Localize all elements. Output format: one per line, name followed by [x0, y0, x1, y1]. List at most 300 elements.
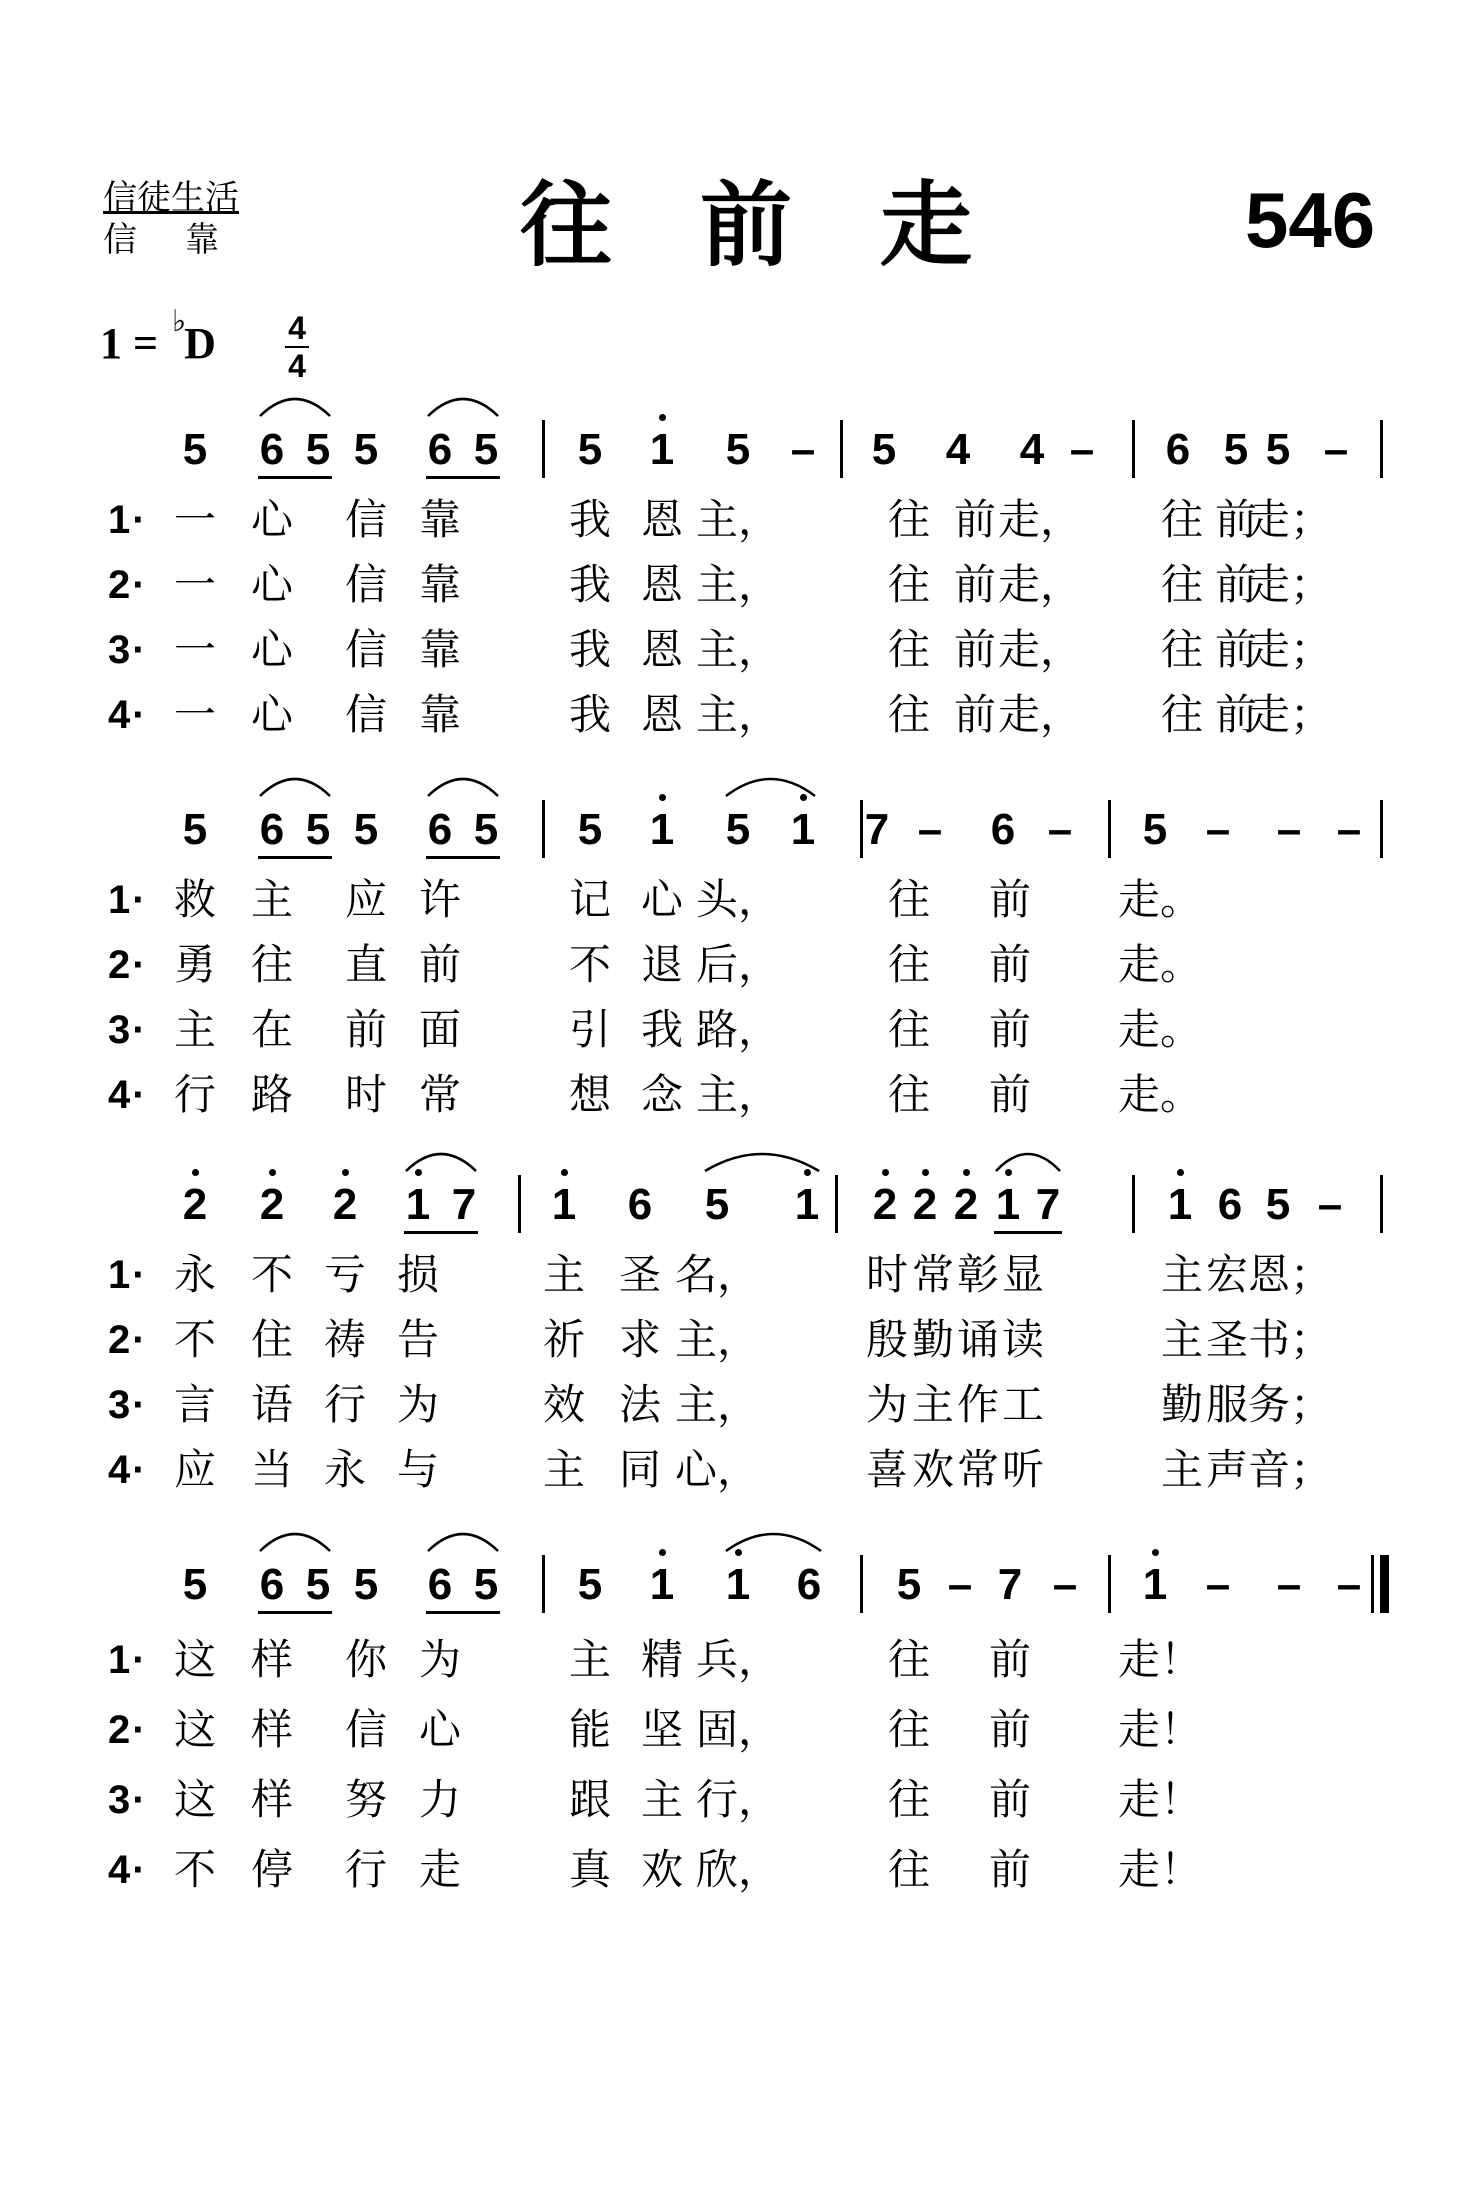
lyric-syllable: 不: [568, 940, 612, 989]
lyric-syllable: 不: [250, 1250, 294, 1299]
lyric-syllable: 跟: [568, 1775, 612, 1824]
lyric-syllable: 主: [1160, 1445, 1204, 1494]
lyric-syllable: 声: [1205, 1445, 1249, 1494]
lyric-syllable: 靠: [418, 560, 462, 609]
lyric-syllable: 祈: [542, 1315, 586, 1364]
lyric-syllable: 时: [344, 1070, 388, 1119]
lyric-syllable: 往: [1160, 625, 1204, 674]
lyric-syllable: 读: [1001, 1315, 1045, 1364]
lyric-syllable: 前: [988, 1005, 1032, 1054]
lyric-syllable: 头，: [695, 875, 781, 924]
lyric-syllable: 求: [618, 1315, 662, 1364]
verse-number: 4 ·: [108, 1445, 146, 1495]
lyric-syllable: 停: [250, 1845, 294, 1894]
note: 6: [259, 1560, 285, 1609]
lyric-syllable: 后，: [695, 940, 781, 989]
barline: [840, 420, 843, 478]
lyric-syllable: 同: [618, 1445, 662, 1494]
note: 5: [182, 1560, 208, 1609]
note: 5: [305, 1560, 331, 1609]
slur: [260, 779, 330, 796]
lyric-syllable: 路: [250, 1070, 294, 1119]
lyric-syllable: 往: [887, 875, 931, 924]
note: 4: [945, 425, 971, 474]
beam-underline: [994, 1231, 1062, 1234]
lyric-syllable: 主，: [695, 495, 781, 544]
note: 2: [182, 1180, 208, 1229]
note: 1: [649, 1560, 675, 1609]
octave-dot: [800, 794, 807, 801]
final-barline: [1380, 1555, 1389, 1613]
lyric-syllable: 前: [418, 940, 462, 989]
lyric-syllable: 样: [250, 1705, 294, 1754]
note: 1: [995, 1180, 1021, 1229]
octave-dot: [922, 1169, 929, 1176]
lyric-syllable: 坚: [640, 1705, 684, 1754]
verse-number: 1 ·: [108, 1250, 146, 1300]
lyric-syllable: 在: [250, 1005, 294, 1054]
note: 5: [577, 425, 603, 474]
note: 1: [649, 805, 675, 854]
note-dash: –: [1047, 805, 1073, 854]
lyric-syllable: 靠: [418, 495, 462, 544]
octave-dot: [659, 414, 666, 421]
time-signature-top: 4: [288, 310, 306, 346]
lyric-syllable: 心: [418, 1705, 462, 1754]
lyric-syllable: 前: [1214, 560, 1258, 609]
octave-dot: [804, 1169, 811, 1176]
lyric-syllable: 主，: [695, 690, 781, 739]
lyric-syllable: 往: [887, 1775, 931, 1824]
verse-number: 4 ·: [108, 690, 146, 740]
lyric-syllable: 祷: [323, 1315, 367, 1364]
lyric-syllable: 一: [173, 560, 217, 609]
lyric-syllable: 走，: [997, 625, 1083, 674]
lyric-syllable: 前: [953, 560, 997, 609]
verse-number: 2 ·: [108, 1315, 146, 1365]
note: 1: [405, 1180, 431, 1229]
lyric-syllable: 书；: [1247, 1315, 1333, 1364]
lyric-syllable: 音；: [1247, 1445, 1333, 1494]
lyric-syllable: 固，: [695, 1705, 781, 1754]
note: 5: [871, 425, 897, 474]
lyric-syllable: 精: [640, 1635, 684, 1684]
lyric-syllable: 走。: [1117, 940, 1203, 989]
note: 1: [1167, 1180, 1193, 1229]
lyric-syllable: 永: [173, 1250, 217, 1299]
lyric-syllable: 信: [344, 560, 388, 609]
octave-dot: [735, 1549, 742, 1556]
lyric-syllable: 走；: [1247, 690, 1333, 739]
barline: [1380, 1175, 1383, 1233]
lyric-syllable: 恩: [640, 625, 684, 674]
lyric-syllable: 往: [887, 940, 931, 989]
lyric-syllable: 主: [911, 1380, 955, 1429]
barline: [1108, 800, 1111, 858]
note: 7: [451, 1180, 477, 1229]
lyric-syllable: 为: [396, 1380, 440, 1429]
octave-dot: [659, 794, 666, 801]
lyric-syllable: 圣: [1205, 1315, 1249, 1364]
lyric-syllable: 走。: [1117, 1005, 1203, 1054]
note: 5: [577, 805, 603, 854]
note: 7: [864, 805, 890, 854]
barline: [860, 800, 863, 858]
lyric-syllable: 亏: [323, 1250, 367, 1299]
lyric-syllable: 引: [568, 1005, 612, 1054]
lyric-syllable: 前: [1214, 690, 1258, 739]
barline: [1132, 420, 1135, 478]
lyric-syllable: 往: [1160, 495, 1204, 544]
note: 5: [725, 425, 751, 474]
lyric-syllable: 勤: [911, 1315, 955, 1364]
barline: [1380, 420, 1383, 478]
verse-number: 2 ·: [108, 940, 146, 990]
octave-dot: [1152, 1549, 1159, 1556]
note-dash: –: [1323, 425, 1349, 474]
lyric-syllable: 走！: [1117, 1845, 1203, 1894]
lyric-syllable: 心: [250, 495, 294, 544]
note: 5: [182, 425, 208, 474]
lyric-syllable: 我: [640, 1005, 684, 1054]
lyric-syllable: 听: [1001, 1445, 1045, 1494]
lyric-syllable: 救: [173, 875, 217, 924]
lyric-syllable: 心，: [674, 1445, 760, 1494]
verse-number: 4 ·: [108, 1070, 146, 1120]
lyric-syllable: 往: [887, 495, 931, 544]
note: 5: [305, 805, 331, 854]
note: 5: [305, 425, 331, 474]
lyric-syllable: 念: [640, 1070, 684, 1119]
time-signature-bottom: 4: [288, 348, 306, 384]
octave-dot: [1177, 1169, 1184, 1176]
lyric-syllable: 走；: [1247, 625, 1333, 674]
lyric-syllable: 往: [887, 1845, 931, 1894]
lyric-syllable: 主: [640, 1775, 684, 1824]
lyric-syllable: 前: [988, 1635, 1032, 1684]
octave-dot: [963, 1169, 970, 1176]
lyric-syllable: 前: [344, 1005, 388, 1054]
note: 6: [990, 805, 1016, 854]
slur: [705, 1154, 819, 1171]
lyric-syllable: 喜: [865, 1445, 909, 1494]
lyric-syllable: 前: [953, 625, 997, 674]
octave-dot: [269, 1169, 276, 1176]
lyric-syllable: 样: [250, 1635, 294, 1684]
barline: [1132, 1175, 1135, 1233]
note-dash: –: [1276, 805, 1302, 854]
note: 5: [704, 1180, 730, 1229]
lyric-syllable: 为: [418, 1635, 462, 1684]
lyric-syllable: 时: [865, 1250, 909, 1299]
lyric-syllable: 往: [1160, 690, 1204, 739]
verse-number: 2 ·: [108, 1705, 146, 1755]
note: 6: [796, 1560, 822, 1609]
key-note: D: [184, 319, 216, 368]
note-dash: –: [1336, 805, 1362, 854]
lyric-syllable: 往: [887, 560, 931, 609]
lyric-syllable: 告: [396, 1315, 440, 1364]
note: 6: [259, 805, 285, 854]
lyric-syllable: 努: [344, 1775, 388, 1824]
category-primary: 信徒生活: [103, 178, 239, 218]
verse-number: 3 ·: [108, 1005, 146, 1055]
octave-dot: [342, 1169, 349, 1176]
note-dash: –: [1317, 1180, 1343, 1229]
lyric-syllable: 前: [1214, 625, 1258, 674]
lyric-syllable: 应: [173, 1445, 217, 1494]
lyric-syllable: 信: [344, 1705, 388, 1754]
lyric-syllable: 常: [418, 1070, 462, 1119]
lyric-syllable: 前: [988, 1705, 1032, 1754]
beam-underline: [258, 476, 332, 479]
note: 2: [912, 1180, 938, 1229]
octave-dot: [882, 1169, 889, 1176]
lyric-syllable: 前: [988, 940, 1032, 989]
octave-dot: [659, 1549, 666, 1556]
lyric-syllable: 欣，: [695, 1845, 781, 1894]
lyric-syllable: 走: [418, 1845, 462, 1894]
note-dash: –: [1336, 1560, 1362, 1609]
lyric-syllable: 靠: [418, 625, 462, 674]
lyric-syllable: 心: [640, 875, 684, 924]
note: 6: [1217, 1180, 1243, 1229]
key-prefix: 1 =: [100, 319, 159, 368]
note: 1: [551, 1180, 577, 1229]
lyric-syllable: 往: [1160, 560, 1204, 609]
lyric-syllable: 心: [250, 690, 294, 739]
lyric-syllable: 欢: [640, 1845, 684, 1894]
note: 1: [794, 1180, 820, 1229]
lyric-syllable: 恩: [640, 495, 684, 544]
verse-number: 3 ·: [108, 1380, 146, 1430]
note: 5: [1265, 425, 1291, 474]
barline: [1380, 800, 1383, 858]
category-secondary: 信靠: [103, 220, 267, 260]
verse-number: 1 ·: [108, 875, 146, 925]
lyric-syllable: 主: [542, 1250, 586, 1299]
lyric-syllable: 心: [250, 560, 294, 609]
lyric-syllable: 往: [887, 1705, 931, 1754]
lyric-syllable: 主，: [674, 1315, 760, 1364]
note: 6: [427, 1560, 453, 1609]
verse-number: 4 ·: [108, 1845, 146, 1895]
lyric-syllable: 应: [344, 875, 388, 924]
lyric-syllable: 往: [887, 625, 931, 674]
lyric-syllable: 走！: [1117, 1705, 1203, 1754]
lyric-syllable: 主: [173, 1005, 217, 1054]
lyric-syllable: 一: [173, 625, 217, 674]
lyric-syllable: 服: [1205, 1380, 1249, 1429]
lyric-syllable: 信: [344, 495, 388, 544]
lyric-syllable: 走；: [1247, 560, 1333, 609]
verse-number: 1 ·: [108, 1635, 146, 1685]
lyric-syllable: 这: [173, 1635, 217, 1684]
lyric-syllable: 恩: [640, 690, 684, 739]
barline: [542, 420, 545, 478]
note: 4: [1019, 425, 1045, 474]
barline: [542, 1555, 545, 1613]
lyric-syllable: 勇: [173, 940, 217, 989]
note-dash: –: [1205, 805, 1231, 854]
slur: [428, 779, 498, 796]
barline: [518, 1175, 521, 1233]
lyric-syllable: 诵: [956, 1315, 1000, 1364]
lyric-syllable: 一: [173, 495, 217, 544]
lyric-syllable: 信: [344, 625, 388, 674]
note: 6: [427, 805, 453, 854]
lyric-syllable: 常: [911, 1250, 955, 1299]
note: 1: [725, 1560, 751, 1609]
lyric-syllable: 走。: [1117, 1070, 1203, 1119]
lyric-syllable: 损: [396, 1250, 440, 1299]
hymn-title: 往前走: [520, 171, 1061, 279]
lyric-syllable: 走，: [997, 690, 1083, 739]
verse-number: 3 ·: [108, 625, 146, 675]
note: 1: [790, 805, 816, 854]
lyric-syllable: 永: [323, 1445, 367, 1494]
lyric-syllable: 这: [173, 1775, 217, 1824]
beam-underline: [258, 856, 332, 859]
note: 7: [1035, 1180, 1061, 1229]
lyric-syllable: 效: [542, 1380, 586, 1429]
note: 5: [353, 425, 379, 474]
lyric-syllable: 宏: [1205, 1250, 1249, 1299]
lyric-syllable: 当: [250, 1445, 294, 1494]
lyric-syllable: 心: [250, 625, 294, 674]
note: 2: [872, 1180, 898, 1229]
verse-number: 3 ·: [108, 1775, 146, 1825]
lyric-syllable: 彰: [956, 1250, 1000, 1299]
note-dash: –: [1052, 1560, 1078, 1609]
lyric-syllable: 行: [323, 1380, 367, 1429]
barline: [542, 800, 545, 858]
lyric-syllable: 走！: [1117, 1635, 1203, 1684]
lyric-syllable: 往: [250, 940, 294, 989]
note: 6: [427, 425, 453, 474]
lyric-syllable: 样: [250, 1775, 294, 1824]
lyric-syllable: 信: [344, 690, 388, 739]
note: 5: [353, 1560, 379, 1609]
beam-underline: [404, 1231, 478, 1234]
lyric-syllable: 前: [1214, 495, 1258, 544]
note: 2: [259, 1180, 285, 1229]
lyric-syllable: 退: [640, 940, 684, 989]
slur: [428, 1534, 498, 1551]
lyric-syllable: 往: [887, 690, 931, 739]
lyric-syllable: 务；: [1247, 1380, 1333, 1429]
lyric-syllable: 走。: [1117, 875, 1203, 924]
note-dash: –: [1069, 425, 1095, 474]
slur: [996, 1154, 1060, 1171]
note: 5: [353, 805, 379, 854]
note-dash: –: [947, 1560, 973, 1609]
lyric-syllable: 前: [988, 1775, 1032, 1824]
lyric-syllable: 主，: [695, 560, 781, 609]
lyric-syllable: 作: [956, 1380, 1000, 1429]
lyric-syllable: 走，: [997, 560, 1083, 609]
lyric-syllable: 行，: [695, 1775, 781, 1824]
lyric-syllable: 往: [887, 1070, 931, 1119]
lyric-syllable: 殷: [865, 1315, 909, 1364]
lyric-syllable: 我: [568, 625, 612, 674]
lyric-syllable: 工: [1001, 1380, 1045, 1429]
lyric-syllable: 前: [953, 495, 997, 544]
note: 5: [182, 805, 208, 854]
octave-dot: [1005, 1169, 1012, 1176]
note-dash: –: [1276, 1560, 1302, 1609]
lyric-syllable: 前: [953, 690, 997, 739]
lyric-syllable: 行: [344, 1845, 388, 1894]
lyric-syllable: 欢: [911, 1445, 955, 1494]
lyric-syllable: 勤: [1160, 1380, 1204, 1429]
note: 7: [997, 1560, 1023, 1609]
lyric-syllable: 主，: [674, 1380, 760, 1429]
note: 5: [1265, 1180, 1291, 1229]
lyric-syllable: 直: [344, 940, 388, 989]
lyric-syllable: 往: [887, 1005, 931, 1054]
barline: [860, 1555, 863, 1613]
lyric-syllable: 想: [568, 1070, 612, 1119]
lyric-syllable: 面: [418, 1005, 462, 1054]
lyric-syllable: 主: [250, 875, 294, 924]
lyric-syllable: 前: [988, 1845, 1032, 1894]
note-dash: –: [917, 805, 943, 854]
lyric-syllable: 与: [396, 1445, 440, 1494]
lyric-syllable: 许: [418, 875, 462, 924]
note: 5: [473, 1560, 499, 1609]
lyric-syllable: 前: [988, 1070, 1032, 1119]
lyric-syllable: 恩；: [1247, 1250, 1333, 1299]
verse-number: 1 ·: [108, 495, 146, 545]
lyric-syllable: 主，: [695, 625, 781, 674]
note: 5: [473, 425, 499, 474]
slur: [428, 399, 498, 416]
note: 5: [577, 1560, 603, 1609]
note: 1: [649, 425, 675, 474]
note: 5: [1223, 425, 1249, 474]
octave-dot: [561, 1169, 568, 1176]
note: 2: [953, 1180, 979, 1229]
note: 5: [1142, 805, 1168, 854]
lyric-syllable: 主，: [695, 1070, 781, 1119]
lyric-syllable: 我: [568, 560, 612, 609]
barline: [1108, 1555, 1111, 1613]
verse-number: 2 ·: [108, 560, 146, 610]
lyric-syllable: 语: [250, 1380, 294, 1429]
lyric-syllable: 不: [173, 1845, 217, 1894]
beam-underline: [426, 1611, 500, 1614]
note-dash: –: [790, 425, 816, 474]
lyric-syllable: 不: [173, 1315, 217, 1364]
lyric-syllable: 名，: [674, 1250, 760, 1299]
note: 5: [473, 805, 499, 854]
lyric-syllable: 圣: [618, 1250, 662, 1299]
lyric-syllable: 主: [542, 1445, 586, 1494]
lyric-syllable: 主: [1160, 1315, 1204, 1364]
lyric-syllable: 恩: [640, 560, 684, 609]
lyric-syllable: 记: [568, 875, 612, 924]
lyric-syllable: 常: [956, 1445, 1000, 1494]
lyric-syllable: 往: [887, 1635, 931, 1684]
beam-underline: [426, 856, 500, 859]
flat-sign: ♭: [172, 304, 187, 339]
lyric-syllable: 力: [418, 1775, 462, 1824]
lyric-syllable: 能: [568, 1705, 612, 1754]
note: 2: [332, 1180, 358, 1229]
lyric-syllable: 住: [250, 1315, 294, 1364]
lyric-syllable: 前: [988, 875, 1032, 924]
